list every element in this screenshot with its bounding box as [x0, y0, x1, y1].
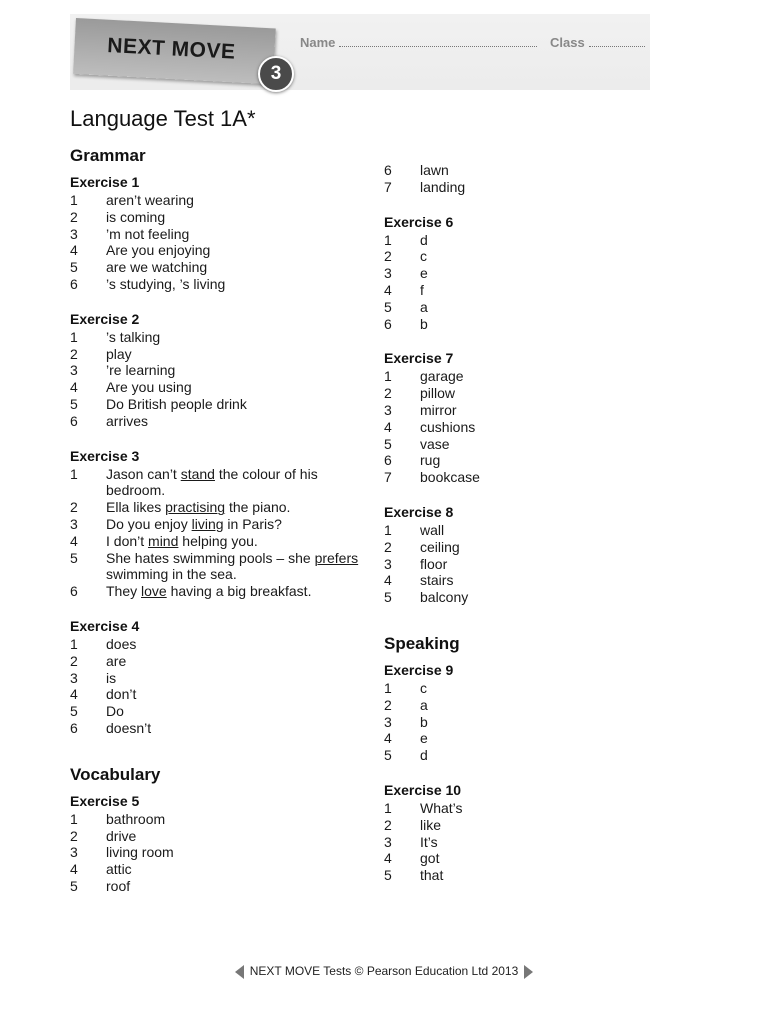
- answer-number: 6: [384, 315, 392, 332]
- answer-text: d: [420, 747, 428, 764]
- answer-text: play: [106, 345, 132, 362]
- answer-text: like: [420, 816, 442, 833]
- answer-number: 2: [384, 538, 392, 555]
- answer-number: 5: [70, 395, 78, 412]
- answer-number: 5: [70, 703, 78, 720]
- answer-row: [384, 436, 674, 453]
- answer-row: [384, 714, 674, 731]
- answer-row: [70, 844, 360, 861]
- exercise-6: [384, 214, 674, 333]
- answer-row: [70, 259, 360, 276]
- section-grammar: Grammar: [70, 146, 146, 165]
- answer-text: I don’t mind helping you.: [106, 532, 258, 549]
- answer-number: 2: [70, 827, 78, 844]
- answer-row: [70, 828, 360, 845]
- answer-text: bookcase: [420, 469, 480, 486]
- underlined-verb: prefers: [314, 549, 359, 566]
- answer-text: Jason can’t stand the colour of his bedroom.: [106, 465, 318, 499]
- answer-row: [384, 867, 674, 884]
- answer-row: [70, 276, 360, 293]
- answer-text: roof: [106, 877, 131, 894]
- answer-text: e: [420, 265, 428, 282]
- answer-text: wall: [420, 521, 445, 538]
- answer-number: 2: [384, 248, 392, 265]
- right-column: [384, 162, 674, 902]
- name-field: [300, 35, 537, 50]
- answer-number: 6: [384, 452, 392, 469]
- answer-row: [384, 522, 674, 539]
- answer-text: c: [420, 248, 427, 265]
- answer-text: ’s talking: [106, 328, 161, 345]
- answer-text: drive: [106, 827, 137, 844]
- answer-number: 1: [70, 810, 78, 827]
- answer-number: 6: [70, 275, 78, 292]
- answer-number: 5: [384, 747, 392, 764]
- section-vocabulary: Vocabulary: [70, 764, 161, 784]
- exercise-title: Exercise 10: [384, 781, 462, 798]
- answer-number: 5: [70, 259, 78, 276]
- answer-text: a: [420, 696, 428, 713]
- answer-row: [384, 680, 674, 697]
- answer-text: landing: [420, 178, 466, 195]
- page-footer: [0, 964, 768, 979]
- answer-text: ’s studying, ’s living: [106, 275, 226, 292]
- answer-row: [70, 636, 360, 653]
- answer-number: 3: [384, 401, 392, 418]
- answer-number: 6: [70, 412, 78, 429]
- answer-number: 3: [70, 669, 78, 686]
- answer-row: [70, 861, 360, 878]
- answer-number: 3: [384, 713, 392, 730]
- answer-row: [70, 703, 360, 720]
- answer-text: It’s: [420, 833, 438, 850]
- answer-row: [70, 362, 360, 379]
- answer-text: b: [420, 713, 428, 730]
- answer-row: [384, 834, 674, 851]
- answer-number: 2: [384, 816, 392, 833]
- answer-text: rug: [420, 452, 441, 469]
- answer-text: are: [106, 652, 127, 669]
- answer-row: [70, 499, 360, 516]
- answer-row: [384, 299, 674, 316]
- answer-row: [70, 550, 360, 584]
- answer-row: [384, 452, 674, 469]
- answer-text: Are you using: [106, 379, 192, 396]
- answer-row: [70, 209, 360, 226]
- answer-row: [70, 516, 360, 533]
- exercise-title: Exercise 4: [70, 617, 140, 634]
- answer-number: 5: [384, 589, 392, 606]
- answer-text: that: [420, 867, 444, 884]
- answer-number: 4: [384, 572, 392, 589]
- exercise-3: [70, 448, 360, 600]
- answer-text: does: [106, 635, 137, 652]
- answer-number: 1: [70, 635, 78, 652]
- answer-number: 3: [384, 555, 392, 572]
- exercise-4: [70, 618, 360, 737]
- name-label: Name: [300, 35, 336, 50]
- answer-text: d: [420, 231, 428, 248]
- answer-row: [70, 396, 360, 413]
- answer-text: don’t: [106, 686, 137, 703]
- answer-text: They love having a big breakfast.: [106, 583, 312, 600]
- exercise-1: [70, 174, 360, 293]
- answer-number: 1: [384, 521, 392, 538]
- class-field: [550, 35, 645, 50]
- exercise-10: [384, 782, 674, 884]
- answer-text: Do British people drink: [106, 395, 247, 412]
- answer-text: Are you enjoying: [106, 242, 211, 259]
- answer-row: [384, 232, 674, 249]
- answer-number: 2: [70, 345, 78, 362]
- prev-arrow-icon: [235, 965, 244, 979]
- exercise-title: Exercise 2: [70, 310, 140, 327]
- answer-row: [70, 878, 360, 895]
- answer-number: 4: [70, 242, 78, 259]
- answer-row: [384, 572, 674, 589]
- answer-number: 4: [70, 532, 78, 549]
- answer-row: [384, 539, 674, 556]
- answer-text: doesn’t: [106, 719, 152, 736]
- brand-logo: NEXT MOVE: [106, 34, 237, 64]
- answer-text: a: [420, 298, 428, 315]
- exercise-title: Exercise 6: [384, 213, 454, 230]
- answer-number: 3: [384, 265, 392, 282]
- answer-number: 1: [384, 799, 392, 816]
- left-column: [70, 146, 360, 913]
- exercise-title: Exercise 8: [384, 503, 454, 520]
- answer-text: cushions: [420, 418, 476, 435]
- answer-row: [384, 179, 674, 196]
- answer-number: 2: [384, 385, 392, 402]
- answer-number: 4: [384, 418, 392, 435]
- answer-number: 3: [70, 225, 78, 242]
- exercise-8: [384, 504, 674, 606]
- answer-row: [384, 747, 674, 764]
- answer-row: [70, 653, 360, 670]
- answer-number: 1: [384, 368, 392, 385]
- answer-number: 3: [70, 362, 78, 379]
- answer-row: [70, 811, 360, 828]
- answer-text: aren’t wearing: [106, 192, 194, 208]
- answer-row: [70, 670, 360, 687]
- answer-number: 4: [384, 281, 392, 298]
- answer-number: 7: [384, 178, 392, 195]
- answer-text: is: [106, 669, 117, 686]
- answer-row: [384, 419, 674, 436]
- answer-number: 2: [70, 208, 78, 225]
- answer-number: 3: [384, 833, 392, 850]
- answer-text: floor: [420, 555, 448, 572]
- answer-number: 2: [70, 499, 78, 516]
- exercise-5-continued: [384, 162, 674, 196]
- answer-row: [384, 850, 674, 867]
- answer-number: 4: [70, 861, 78, 878]
- answer-row: [384, 282, 674, 299]
- underlined-verb: living: [191, 515, 224, 532]
- answer-number: 1: [70, 465, 78, 482]
- section-speaking: Speaking: [384, 633, 460, 653]
- answer-row: [70, 466, 360, 500]
- answer-number: 4: [70, 379, 78, 396]
- answer-text: ’re learning: [106, 362, 176, 379]
- answer-text: b: [420, 315, 428, 332]
- answer-text: pillow: [420, 385, 456, 402]
- answer-text: arrives: [106, 412, 149, 429]
- answer-text: She hates swimming pools – she prefers swimming in the sea.: [106, 549, 359, 583]
- exercise-title: Exercise 5: [70, 792, 140, 809]
- answer-row: [70, 192, 360, 209]
- exercise-title: Exercise 3: [70, 447, 140, 464]
- answer-row: [384, 589, 674, 606]
- answer-row: [70, 720, 360, 737]
- name-line: [339, 35, 537, 47]
- answer-row: [384, 697, 674, 714]
- answer-row: [384, 162, 674, 179]
- answer-number: 5: [384, 867, 392, 884]
- answer-number: 6: [70, 719, 78, 736]
- answer-text: Do: [106, 703, 124, 720]
- answer-text: e: [420, 730, 428, 747]
- level-badge: 3: [258, 56, 294, 92]
- answer-text: balcony: [420, 589, 469, 606]
- answer-text: bathroom: [106, 810, 166, 827]
- exercise-title: Exercise 9: [384, 661, 454, 678]
- answer-number: 1: [384, 679, 392, 696]
- answer-number: 4: [70, 686, 78, 703]
- next-arrow-icon: [524, 965, 533, 979]
- answer-row: [70, 413, 360, 430]
- answer-number: 4: [384, 850, 392, 867]
- underlined-verb: practising: [165, 499, 226, 516]
- answer-text: ceiling: [420, 538, 460, 555]
- answer-number: 5: [70, 549, 78, 566]
- answer-row: [70, 583, 360, 600]
- answer-text: got: [420, 850, 440, 867]
- exercise-9: [384, 662, 674, 764]
- answer-row: [70, 346, 360, 363]
- class-label: Class: [550, 35, 585, 50]
- answer-number: 7: [384, 469, 392, 486]
- answer-number: 1: [70, 328, 78, 345]
- answer-text: vase: [420, 435, 450, 452]
- answer-row: [70, 226, 360, 243]
- answer-number: 1: [70, 192, 78, 208]
- answer-text: What’s: [420, 799, 463, 816]
- answer-row: [384, 265, 674, 282]
- answer-text: mirror: [420, 401, 457, 418]
- exercise-7: [384, 350, 674, 486]
- answer-row: [70, 686, 360, 703]
- exercise-title: Exercise 1: [70, 174, 140, 190]
- answer-row: [384, 248, 674, 265]
- answer-row: [384, 817, 674, 834]
- underlined-verb: stand: [180, 465, 215, 482]
- answer-row: [384, 316, 674, 333]
- answer-text: ’m not feeling: [106, 225, 190, 242]
- answer-text: f: [420, 281, 424, 298]
- answer-row: [384, 469, 674, 486]
- answer-text: are we watching: [106, 259, 208, 276]
- answer-row: [384, 385, 674, 402]
- answer-row: [70, 379, 360, 396]
- answer-number: 6: [384, 162, 392, 178]
- answer-number: 3: [70, 515, 78, 532]
- answer-text: attic: [106, 861, 132, 878]
- answer-number: 2: [384, 696, 392, 713]
- answer-number: 6: [70, 583, 78, 600]
- underlined-verb: mind: [148, 532, 179, 549]
- exercise-5: [70, 793, 360, 895]
- answer-row: [384, 368, 674, 385]
- exercise-2: [70, 311, 360, 430]
- footer-copyright: NEXT MOVE Tests © Pearson Education Ltd 2013: [249, 964, 519, 978]
- answer-row: [384, 800, 674, 817]
- answer-row: [70, 329, 360, 346]
- answer-row: [70, 242, 360, 259]
- page-title: Language Test 1A*: [70, 106, 256, 131]
- class-line: [589, 35, 645, 47]
- answer-text: c: [420, 679, 427, 696]
- answer-row: [384, 556, 674, 573]
- answer-text: living room: [106, 844, 174, 861]
- answer-row: [384, 730, 674, 747]
- underlined-verb: love: [141, 583, 167, 600]
- answer-row: [384, 402, 674, 419]
- answer-text: lawn: [420, 162, 449, 178]
- answer-row: [70, 533, 360, 550]
- answer-number: 2: [70, 652, 78, 669]
- answer-text: Do you enjoy living in Paris?: [106, 515, 282, 532]
- answer-number: 1: [384, 231, 392, 248]
- answer-number: 3: [70, 844, 78, 861]
- answer-number: 5: [384, 435, 392, 452]
- answer-number: 4: [384, 730, 392, 747]
- answer-text: is coming: [106, 208, 166, 225]
- answer-number: 5: [70, 877, 78, 894]
- answer-text: stairs: [420, 572, 454, 589]
- exercise-title: Exercise 7: [384, 350, 454, 367]
- answer-number: 5: [384, 298, 392, 315]
- answer-text: garage: [420, 368, 464, 385]
- answer-text: Ella likes practising the piano.: [106, 499, 291, 516]
